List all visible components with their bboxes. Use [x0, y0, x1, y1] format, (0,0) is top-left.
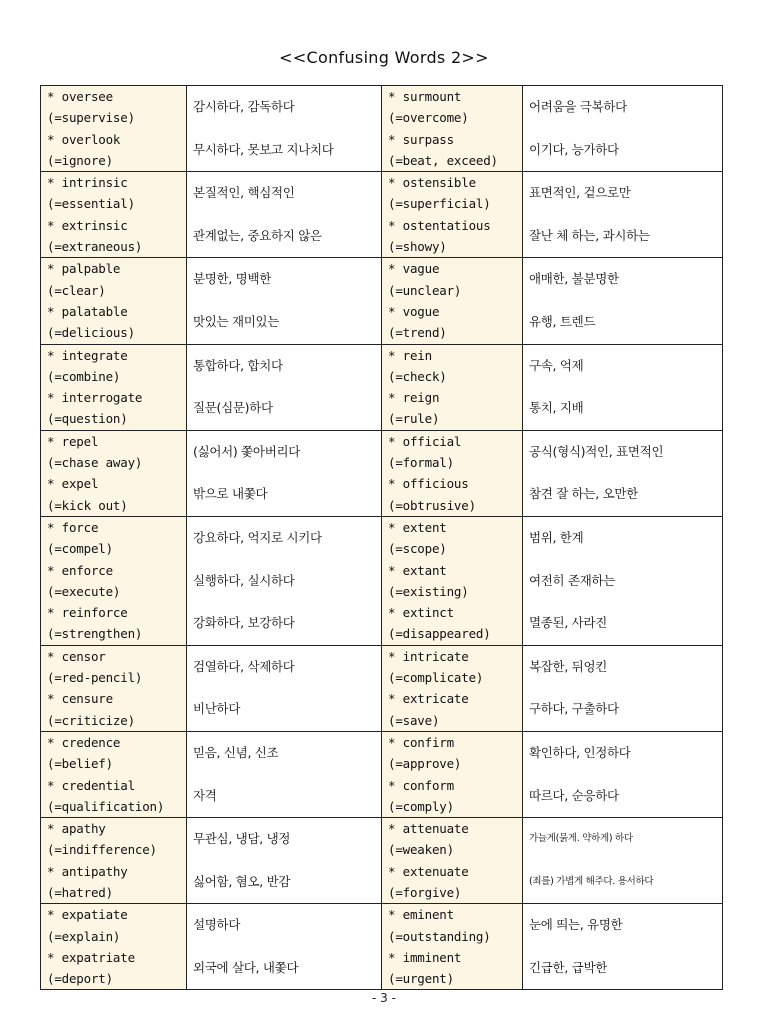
table-row: [41, 904, 723, 990]
word-entry: * officious: [388, 476, 469, 492]
word-cell: [382, 344, 523, 430]
word-entry: * force: [47, 519, 99, 535]
word-entry: * vague: [388, 261, 440, 277]
word-entry: * extant: [388, 562, 447, 578]
word-entry: * ostentatious: [388, 217, 491, 233]
meaning-entry: 범위, 한계: [529, 529, 584, 545]
meaning-entry: 비난하다: [193, 701, 241, 717]
word-cell: [41, 430, 187, 516]
word-entry: * intricate: [388, 648, 469, 664]
word-entry: * integrate: [47, 347, 128, 363]
meaning-entry: 무관심, 냉담, 냉정: [193, 831, 291, 847]
synonym-entry: (=indifference): [47, 842, 157, 858]
page-title: <<Confusing Words 2>>: [279, 48, 489, 67]
word-cell: [41, 645, 187, 731]
word-cell: [382, 430, 523, 516]
word-cell: [382, 731, 523, 817]
page-number: - 3 -: [372, 991, 396, 1005]
word-cell: [41, 731, 187, 817]
meaning-entry: 어려움을 극복하다: [529, 99, 627, 114]
synonym-entry: (=chase away): [47, 455, 143, 471]
word-entry: * surpass: [388, 131, 454, 147]
synonym-entry: (=comply): [388, 798, 454, 814]
synonym-entry: (=outstanding): [388, 928, 491, 944]
synonym-entry: (=red-pencil): [47, 670, 143, 686]
synonym-entry: (=forgive): [388, 884, 462, 900]
synonym-entry: (=question): [47, 411, 128, 427]
meaning-entry: 분명한, 명백한: [193, 271, 271, 287]
meaning-cell: [187, 172, 382, 258]
synonym-entry: (=approve): [388, 756, 462, 772]
meaning-cell: [523, 430, 723, 516]
meaning-entry: 검열하다, 삭제하다: [193, 658, 295, 674]
word-entry: * palpable: [47, 261, 121, 277]
synonym-entry: (=obtrusive): [388, 497, 476, 513]
word-entry: * overlook: [47, 131, 121, 147]
synonym-entry: (=combine): [47, 368, 121, 384]
table-row: [41, 344, 723, 430]
meaning-entry: 잘난 체 하는, 과시하는: [529, 227, 650, 243]
word-cell: [382, 904, 523, 990]
meaning-entry: 확인하다, 인정하다: [529, 744, 631, 760]
meaning-entry: 강화하다, 보강하다: [193, 615, 295, 631]
meaning-entry: 실행하다, 실시하다: [193, 572, 295, 588]
synonym-entry: (=qualification): [47, 798, 165, 814]
synonym-entry: (=formal): [388, 455, 454, 471]
table-row: [41, 731, 723, 817]
synonym-entry: (=beat, exceed): [388, 152, 498, 168]
meaning-cell: [523, 645, 723, 731]
meaning-cell: [187, 904, 382, 990]
synonym-entry: (=showy): [388, 239, 447, 255]
synonym-entry: (=strengthen): [47, 626, 143, 642]
word-entry: * apathy: [47, 821, 106, 837]
meaning-entry: 설명하다: [193, 917, 241, 933]
word-cell: [382, 645, 523, 731]
meaning-entry: 공식(형식)적인, 표면적인: [529, 443, 664, 459]
meaning-entry: 관계없는, 중요하지 않은: [193, 227, 322, 243]
word-entry: * censure: [47, 691, 113, 707]
meaning-cell: [187, 430, 382, 516]
word-entry: * palatable: [47, 303, 128, 319]
word-cell: [41, 344, 187, 430]
synonym-entry: (=overcome): [388, 110, 469, 126]
meaning-entry: 구속, 억제: [529, 357, 584, 373]
word-entry: * eminent: [388, 907, 454, 923]
word-entry: * antipathy: [47, 863, 128, 879]
meaning-cell: [187, 516, 382, 645]
synonym-entry: (=complicate): [388, 670, 484, 686]
word-entry: * oversee: [47, 89, 113, 104]
word-entry: * interrogate: [47, 390, 143, 406]
word-entry: * extinct: [388, 605, 454, 621]
word-entry: * repel: [47, 433, 99, 449]
table-row: [41, 258, 723, 344]
synonym-entry: (=essential): [47, 196, 135, 212]
word-entry: * expel: [47, 476, 99, 492]
word-entry: * censor: [47, 648, 106, 664]
word-entry: * enforce: [47, 562, 113, 578]
meaning-entry: 여전히 존재하는: [529, 572, 616, 588]
synonym-entry: (=disappeared): [388, 626, 491, 642]
synonym-entry: (=compel): [47, 541, 113, 557]
vocabulary-table: [40, 85, 723, 990]
meaning-entry: 믿음, 신념, 신조: [193, 744, 279, 760]
word-cell: [382, 86, 523, 172]
word-entry: * ostensible: [388, 175, 476, 191]
table-row: [41, 86, 723, 172]
meaning-entry: (죄를) 가볍게 해주다. 용서하다: [529, 875, 654, 887]
synonym-entry: (=save): [388, 712, 440, 728]
word-cell: [41, 172, 187, 258]
meaning-entry: (싫어서) 쫓아버리다: [193, 443, 301, 459]
meaning-entry: 유행, 트렌드: [529, 313, 596, 329]
synonym-entry: (=belief): [47, 756, 113, 772]
word-entry: * official: [388, 433, 462, 449]
meaning-entry: 강요하다, 억지로 시키다: [193, 529, 322, 545]
table-row: [41, 516, 723, 645]
synonym-entry: (=criticize): [47, 712, 135, 728]
word-cell: [41, 86, 187, 172]
word-entry: * extricate: [388, 691, 469, 707]
word-entry: * vogue: [388, 303, 440, 319]
meaning-cell: [187, 818, 382, 904]
meaning-entry: 복잡한, 뒤엉킨: [529, 658, 607, 674]
word-entry: * expatriate: [47, 949, 135, 965]
meaning-cell: [523, 344, 723, 430]
meaning-entry: 질문(심문)하다: [193, 400, 273, 416]
word-entry: * expatiate: [47, 907, 128, 923]
meaning-entry: 멸종된, 사라진: [529, 615, 607, 631]
synonym-entry: (=unclear): [388, 282, 462, 298]
meaning-cell: [187, 344, 382, 430]
word-cell: [41, 818, 187, 904]
meaning-cell: [187, 86, 382, 172]
word-entry: * credence: [47, 734, 121, 750]
synonym-entry: (=delicious): [47, 325, 135, 341]
meaning-entry: 외국에 살다, 내쫓다: [193, 959, 299, 975]
synonym-entry: (=kick out): [47, 497, 128, 513]
word-cell: [41, 904, 187, 990]
meaning-entry: 가늘게(묽게. 약하게) 하다: [529, 833, 633, 845]
meaning-entry: 본질적인, 핵심적인: [193, 185, 295, 201]
meaning-cell: [523, 818, 723, 904]
synonym-entry: (=supervise): [47, 110, 135, 126]
meaning-cell: [523, 516, 723, 645]
word-entry: * confirm: [388, 734, 454, 750]
meaning-entry: 애매한, 불분명한: [529, 271, 619, 287]
synonym-entry: (=deport): [47, 971, 113, 987]
word-entry: * rein: [388, 347, 432, 363]
synonym-entry: (=explain): [47, 928, 121, 944]
meaning-entry: 이기다, 능가하다: [529, 141, 619, 157]
meaning-entry: 구하다, 구출하다: [529, 701, 619, 717]
table-row: [41, 645, 723, 731]
synonym-entry: (=urgent): [388, 971, 454, 987]
word-cell: [382, 818, 523, 904]
meaning-cell: [187, 258, 382, 344]
synonym-entry: (=execute): [47, 583, 121, 599]
meaning-cell: [523, 731, 723, 817]
word-cell: [41, 258, 187, 344]
meaning-cell: [523, 86, 723, 172]
table-row: [41, 172, 723, 258]
table-row: [41, 818, 723, 904]
synonym-entry: (=superficial): [388, 196, 491, 212]
word-cell: [382, 172, 523, 258]
word-cell: [382, 258, 523, 344]
synonym-entry: (=hatred): [47, 884, 113, 900]
meaning-entry: 밖으로 내쫓다: [193, 486, 268, 502]
meaning-entry: 무시하다, 못보고 지나치다: [193, 141, 334, 157]
meaning-entry: 눈에 띄는, 유명한: [529, 917, 623, 933]
word-entry: * surmount: [388, 89, 462, 104]
meaning-entry: 통치, 지배: [529, 400, 584, 416]
meaning-entry: 긴급한, 급박한: [529, 959, 607, 975]
synonym-entry: (=trend): [388, 325, 447, 341]
meaning-entry: 참견 잘 하는, 오만한: [529, 486, 638, 502]
meaning-entry: 자격: [193, 787, 217, 803]
meaning-entry: 따르다, 순응하다: [529, 787, 619, 803]
word-entry: * extenuate: [388, 863, 469, 879]
synonym-entry: (=rule): [388, 411, 440, 427]
meaning-entry: 맛있는 재미있는: [193, 313, 280, 329]
word-entry: * extent: [388, 519, 447, 535]
word-cell: [382, 516, 523, 645]
synonym-entry: (=existing): [388, 583, 469, 599]
synonym-entry: (=ignore): [47, 152, 113, 168]
meaning-cell: [523, 258, 723, 344]
meaning-cell: [187, 731, 382, 817]
meaning-entry: 감시하다, 감독하다: [193, 99, 295, 114]
word-entry: * attenuate: [388, 821, 469, 837]
word-entry: * extrinsic: [47, 217, 128, 233]
word-entry: * reinforce: [47, 605, 128, 621]
meaning-cell: [187, 645, 382, 731]
synonym-entry: (=scope): [388, 541, 447, 557]
meaning-entry: 통합하다, 합치다: [193, 357, 283, 373]
word-entry: * intrinsic: [47, 175, 128, 191]
word-cell: [41, 516, 187, 645]
meaning-entry: 싫어함, 혐오, 반감: [193, 873, 291, 889]
meaning-cell: [523, 172, 723, 258]
meaning-cell: [523, 904, 723, 990]
meaning-entry: 표면적인, 겉으로만: [529, 185, 631, 201]
word-entry: * credential: [47, 777, 135, 793]
synonym-entry: (=clear): [47, 282, 106, 298]
synonym-entry: (=check): [388, 368, 447, 384]
word-entry: * reign: [388, 390, 440, 406]
word-entry: * conform: [388, 777, 454, 793]
synonym-entry: (=weaken): [388, 842, 454, 858]
synonym-entry: (=extraneous): [47, 239, 143, 255]
word-entry: * imminent: [388, 949, 462, 965]
table-row: [41, 430, 723, 516]
